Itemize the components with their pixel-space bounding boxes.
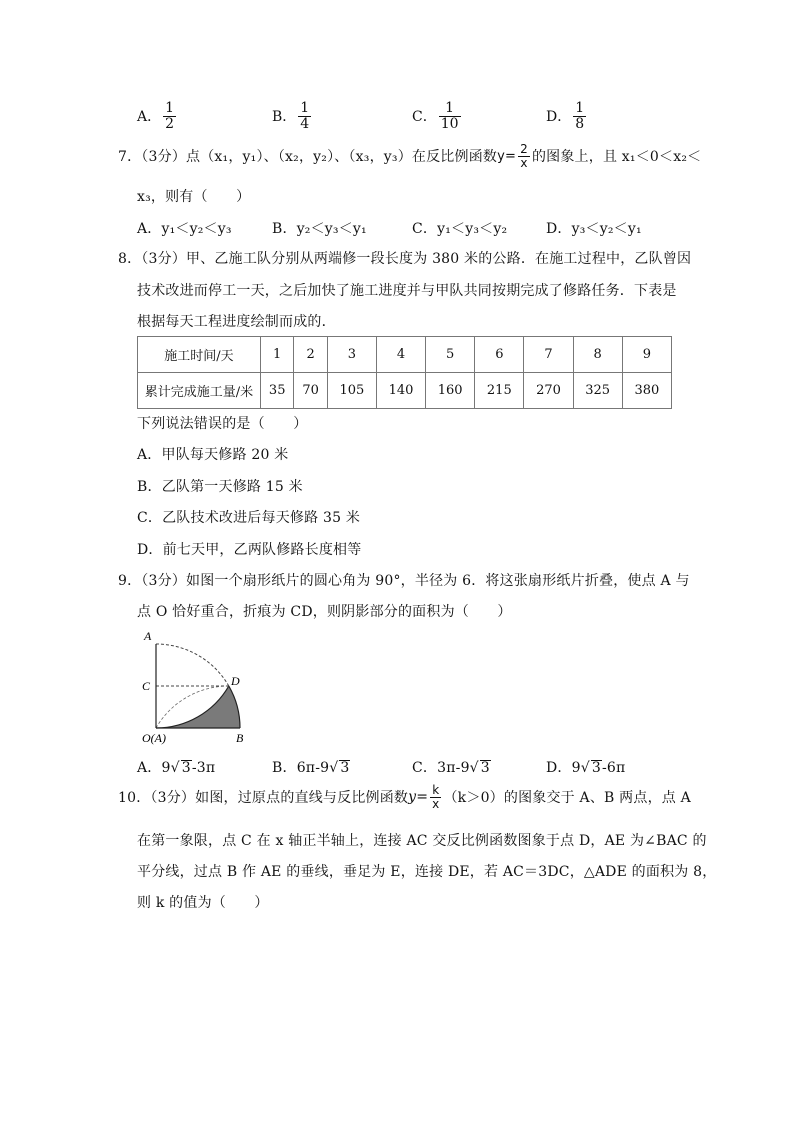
table-cell: 4 — [376, 337, 425, 373]
q7-option-d[interactable]: D．y₃＜y₂＜y₁ — [546, 221, 642, 237]
q9-stem-line1: 9．（3分）如图一个扇形纸片的圆心角为 90°，半径为 6．将这张扇形纸片折叠，使点 A 与 — [118, 573, 690, 589]
q6-option-a[interactable] — [137, 101, 178, 131]
q8-prompt: 下列说法错误的是（ ） — [137, 416, 308, 432]
q9-sector-figure — [136, 626, 258, 748]
q10-stem-line2: 在第一象限，点 C 在 x 轴正半轴上，连接 AC 交反比例函数图象于点 D，AE 为∠BAC 的 — [137, 833, 707, 849]
q10-stem-b: （k＞0）的图象交于 A、B 两点，点 A — [443, 790, 691, 807]
q10-stem-line3: 平分线，过点 B 作 AE 的垂线，垂足为 E，连接 DE，若 AC＝3DC，△ADE 的面积为 8， — [137, 864, 717, 880]
q6-option-a-fraction: $\frac{1}{2}$ — [165, 100, 175, 132]
q6-option-a-label: A． — [137, 109, 162, 126]
q6-option-b-fraction: $\frac{1}{4}$ — [300, 100, 310, 132]
q8-option-c[interactable]: C．乙队技术改进后每天修路 35 米 — [137, 510, 361, 526]
sqrt-sign: √ — [170, 760, 180, 776]
q7-option-c[interactable]: C．y₁＜y₃＜y₂ — [412, 221, 508, 237]
label-d: D — [231, 674, 240, 688]
q7-stem-line1 — [118, 143, 701, 169]
q7-option-b[interactable]: B．y₂＜y₃＜y₁ — [272, 221, 367, 237]
q8-stem-line2: 技术改进而停工一天，之后加快了施工进度并与甲队共同按期完成了修路任务．下表是 — [137, 283, 677, 299]
q6-option-d-label: D． — [546, 109, 572, 126]
q6-option-c[interactable] — [412, 101, 463, 131]
label-c: C — [142, 679, 151, 693]
q10-function-lhs: y= — [408, 789, 429, 806]
q10-stem-line4: 则 k 的值为（ ） — [137, 895, 269, 911]
q7-stem-a: 7．（3分）点（x₁，y₁）、（x₂，y₂）、（x₃，y₃）在反比例函数 — [118, 149, 498, 166]
q9-option-d[interactable]: D．9√ 3-6π — [546, 760, 626, 776]
table-header-days: 施工时间/天 — [138, 337, 261, 373]
table-header-cumulative: 累计完成施工量/米 — [138, 373, 261, 409]
q9-option-c-label: C． — [412, 760, 438, 776]
table-cell: 105 — [327, 373, 376, 409]
sqrt-sign: √ — [469, 760, 479, 776]
table-cell: 7 — [524, 337, 573, 373]
q6-option-d-fraction: $\frac{1}{8}$ — [575, 100, 585, 132]
q7-function-fraction: $\frac{2}{x}$ — [520, 142, 528, 170]
q8-option-a[interactable]: A．甲队每天修路 20 米 — [137, 447, 289, 463]
q8-stem-line1: 8．（3分）甲、乙施工队分别从两端修一段长度为 380 米的公路．在施工过程中，乙队曾因 — [118, 251, 692, 267]
q9-option-a[interactable]: A．9√ 3-3π — [137, 760, 216, 776]
q9-option-a-label: A． — [137, 760, 162, 776]
q10-function-fraction: $\frac{k}{x}$ — [432, 783, 440, 811]
table-cell: 5 — [426, 337, 475, 373]
q6-option-b[interactable] — [272, 101, 313, 131]
q6-option-d[interactable] — [546, 101, 588, 131]
table-row — [138, 337, 672, 373]
q7-function-lhs: y= — [497, 148, 517, 164]
q6-option-c-fraction: $\frac{1}{10}$ — [440, 100, 459, 132]
table-cell: 380 — [622, 373, 671, 409]
q9-stem-line2: 点 O 恰好重合，折痕为 CD，则阴影部分的面积为（ ） — [137, 604, 512, 620]
q8-stem-line3: 根据每天工程进度绘制而成的． — [137, 314, 336, 330]
q10-stem-a: 10．（3分）如图，过原点的直线与反比例函数 — [118, 790, 409, 807]
table-cell: 8 — [573, 337, 622, 373]
q6-option-b-label: B． — [272, 109, 297, 126]
q9-option-b[interactable]: B．6π-9√ 3 — [272, 760, 350, 776]
label-o: O(A) — [142, 731, 166, 745]
table-cell: 2 — [294, 337, 327, 373]
sqrt-sign: √ — [580, 760, 590, 776]
q8-option-b[interactable]: B．乙队第一天修路 15 米 — [137, 479, 303, 495]
label-a: A — [144, 629, 152, 643]
table-cell: 160 — [426, 373, 475, 409]
table-row — [138, 373, 672, 409]
q8-option-d[interactable]: D．前七天甲，乙两队修路长度相等 — [137, 542, 362, 558]
q9-option-d-label: D． — [546, 760, 572, 776]
table-cell: 270 — [524, 373, 573, 409]
table-cell: 1 — [261, 337, 294, 373]
shaded-region — [156, 686, 240, 728]
table-cell: 9 — [622, 337, 671, 373]
q10-stem-line1 — [118, 784, 691, 810]
sqrt-sign: √ — [329, 760, 339, 776]
label-b: B — [236, 731, 244, 745]
q7-option-a[interactable]: A．y₁＜y₂＜y₃ — [137, 221, 232, 237]
table-cell: 215 — [475, 373, 524, 409]
q9-option-c[interactable]: C．3π-9√ 3 — [412, 760, 490, 776]
table-cell: 70 — [294, 373, 327, 409]
table-cell: 140 — [376, 373, 425, 409]
q9-option-b-label: B． — [272, 760, 297, 776]
q8-progress-table — [137, 336, 672, 409]
q7-stem-b: 的图象上，且 x₁＜0＜x₂＜ — [531, 149, 702, 166]
q7-stem-line2: x₃，则有（ ） — [137, 189, 251, 205]
table-cell: 35 — [261, 373, 294, 409]
table-cell: 6 — [475, 337, 524, 373]
table-cell: 3 — [327, 337, 376, 373]
q6-option-c-label: C． — [412, 109, 437, 126]
table-cell: 325 — [573, 373, 622, 409]
arc-a-to-d — [156, 644, 229, 686]
